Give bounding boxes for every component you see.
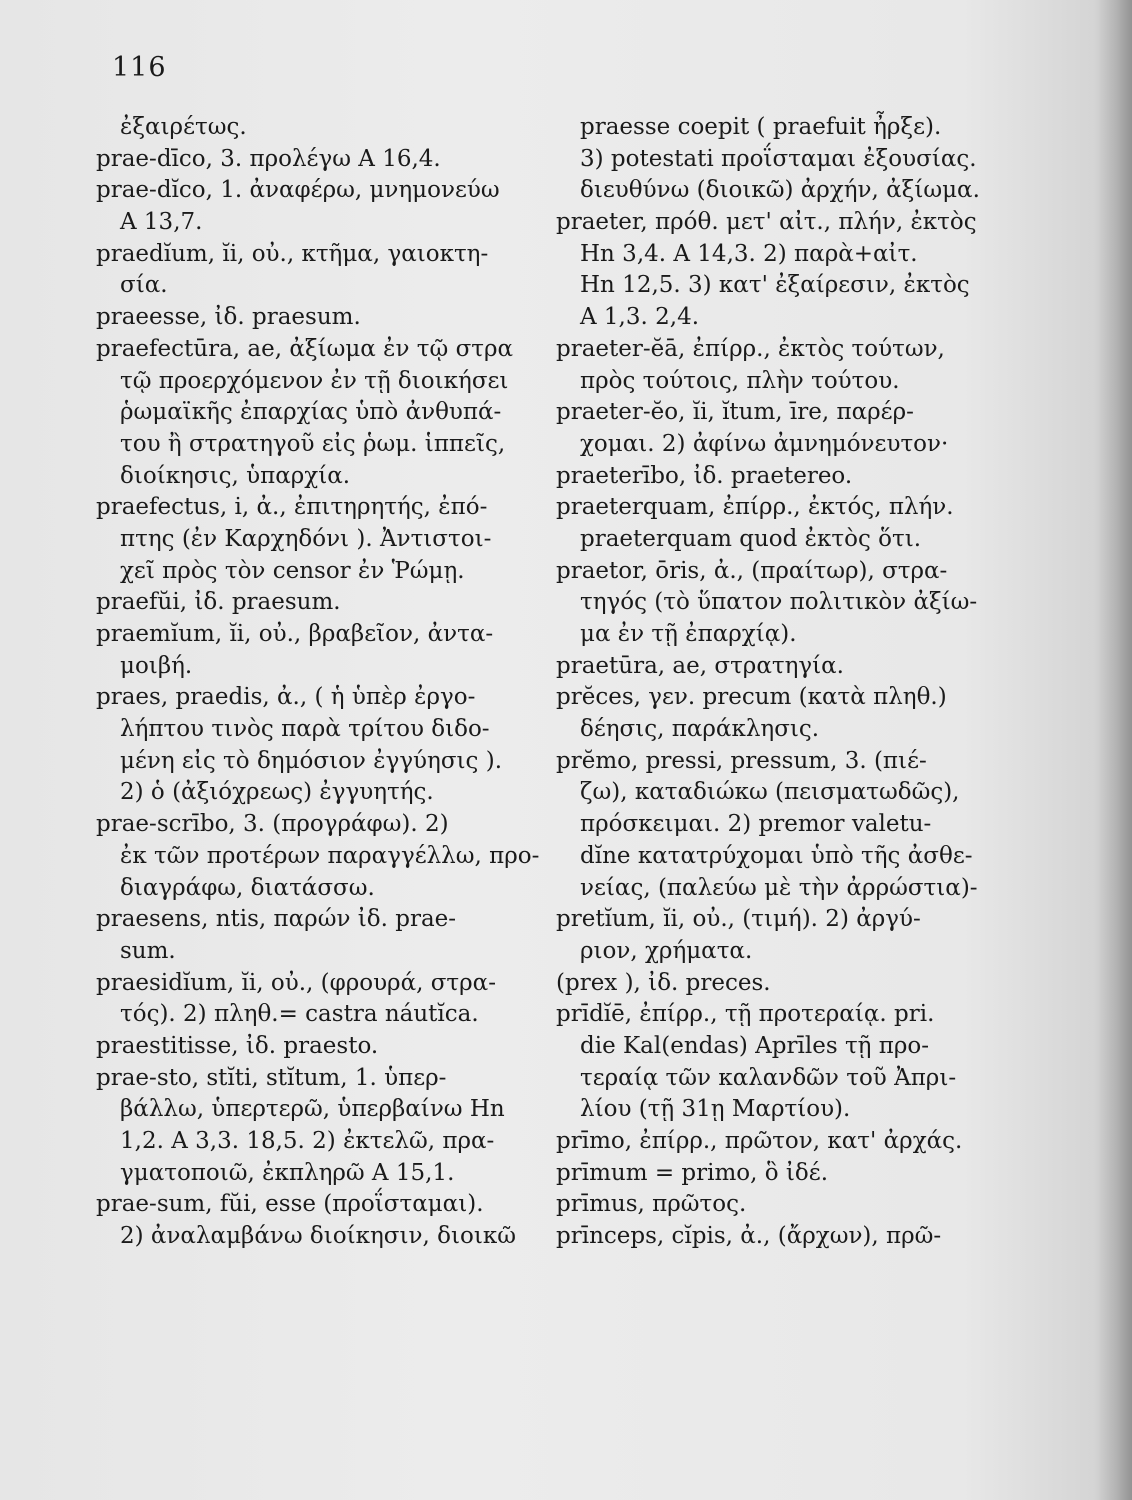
entry-line: praeter-ĕo, ĭi, ĭtum, īre, παρέρ- xyxy=(556,399,914,426)
entry-line: Α 1,3. 2,4. xyxy=(580,304,700,331)
entry-line: ῥωμαϊκῆς ἐπαρχίας ὑπὸ ἀνθυπά- xyxy=(120,399,502,426)
entry-line: ἐκ τῶν προτέρων παραγγέλλω, προ- xyxy=(120,842,540,869)
entry-line: βάλλω, ὑπερτερῶ, ὑπερβαίνω Ηn xyxy=(120,1096,505,1123)
entry-line: διαγράφω, διατάσσω. xyxy=(120,874,375,901)
entry-line: νείας, (παλεύω μὲ τὴν ἀρρώστια)- xyxy=(580,874,978,901)
entry-line: 2) ἀναλαμβάνω διοίκησιν, διοικῶ xyxy=(120,1223,516,1250)
entry-line: διοίκησις, ὑπαρχία. xyxy=(120,462,351,489)
entry-line: praeter-ĕā, ἐπίρρ., ἐκτὸς τούτων, xyxy=(556,335,945,362)
entry-line: praeterquam, ἐπίρρ., ἐκτός, πλήν. xyxy=(556,494,954,521)
entry-line: praeterībo, ἰδ. praetereo. xyxy=(556,462,853,489)
entry-line: praesens, ntis, παρών ἰδ. prae- xyxy=(96,906,457,933)
entry-line: Ηn 3,4. Α 14,3. 2) παρὰ+αἰτ. xyxy=(580,240,918,267)
entry-line: 3) potestati προΐσταμαι ἐξουσίας. xyxy=(580,145,977,172)
entry-line: μοιβή. xyxy=(120,652,193,679)
entry-line: του ἢ στρατηγοῦ εἰς ῥωμ. ἱππεῖς, xyxy=(120,430,506,457)
entry-line: χομαι. 2) ἀφίνω ἀμνημόνευτον· xyxy=(580,430,949,457)
entry-line: μα ἐν τῇ ἐπαρχίᾳ). xyxy=(580,621,797,647)
entry-line: prae-scrībo, 3. (προγράφω). 2) xyxy=(96,811,449,838)
entry-line: 1,2. Α 3,3. 18,5. 2) ἐκτελῶ, πρα- xyxy=(120,1128,495,1154)
entry-line: praefectūra, ae, ἀξίωμα ἐν τῷ στρα xyxy=(96,335,514,362)
entry-line: praes, praedis, ἀ., ( ἡ ὑπὲρ ἐργο- xyxy=(96,684,476,711)
entry-line: τεραίᾳ τῶν καλανδῶν τοῦ Ἀπρι- xyxy=(580,1064,957,1091)
entry-line: σία. xyxy=(120,272,168,299)
entry-line: prae-sum, fŭi, esse (προΐσταμαι). xyxy=(96,1191,484,1218)
entry-line: μένη εἰς τὸ δημόσιον ἐγγύησις ). xyxy=(120,747,503,774)
entry-line: prae-dĭco, 1. ἀναφέρω, μνημονεύω xyxy=(96,177,500,204)
entry-line: prīnceps, cĭpis, ἀ., (ἄρχων), πρῶ- xyxy=(556,1223,942,1250)
entry-line: dĭne κατατρύχομαι ὑπὸ τῆς ἀσθε- xyxy=(580,842,973,869)
entry-line: praetor, ōris, ἀ., (πραίτωρ), στρα- xyxy=(556,557,948,584)
entry-line: praefŭi, ἰδ. praesum. xyxy=(96,589,341,616)
entry-line: τός). 2) πληθ.= castra náutĭca. xyxy=(120,1001,479,1028)
entry-line: δέησις, παράκλησις. xyxy=(580,716,820,743)
entry-line: praedĭum, ĭi, οὐ., κτῆμα, γαιοκτη- xyxy=(96,240,489,267)
entry-line: pretĭum, ĭi, οὐ., (τιμή). 2) ἀργύ- xyxy=(556,906,921,933)
entry-line: πρόσκειμαι. 2) premor valetu- xyxy=(580,811,932,838)
page-edge-shadow xyxy=(1094,0,1132,1500)
entry-line: πρὸς τούτοις, πλὴν τούτου. xyxy=(580,367,900,394)
entry-line: praestitisse, ἰδ. praesto. xyxy=(96,1032,379,1059)
entry-line: λίου (τῇ 31ῃ Μαρτίου). xyxy=(580,1096,851,1123)
entry-line: Ηn 12,5. 3) κατ' ἐξαίρεσιν, ἐκτὸς xyxy=(580,272,970,299)
entry-line: διευθύνω (διοικῶ) ἀρχήν, ἀξίωμα. xyxy=(580,177,980,204)
entry-line: τηγός (τὸ ὕπατον πολιτικὸν ἀξίω- xyxy=(580,589,978,616)
entry-line: γματοποιῶ, ἐκπληρῶ Α 15,1. xyxy=(120,1159,455,1186)
page-number: 116 xyxy=(112,52,167,83)
entry-line: prae-sto, stĭti, stĭtum, 1. ὑπερ- xyxy=(96,1064,447,1091)
entry-line: prae-dīco, 3. προλέγω Α 16,4. xyxy=(96,145,441,172)
entry-line: praeesse, ἰδ. praesum. xyxy=(96,304,361,331)
entry-line: πτης (ἐν Καρχηδόνι ). Ἀντιστοι- xyxy=(120,525,492,552)
entry-line: praemĭum, ĭi, οὐ., βραβεῖον, ἀντα- xyxy=(96,621,494,647)
entry-line: 2) ὁ (ἀξιόχρεως) ἐγγυητής. xyxy=(120,779,434,806)
entry-line: τῷ προερχόμενον ἐν τῇ διοικήσει xyxy=(120,367,509,394)
entry-line: prīmus, πρῶτος. xyxy=(556,1191,747,1218)
entry-line: praeter, πρόθ. μετ' αἰτ., πλήν, ἐκτὸς xyxy=(556,209,977,236)
entry-line: prīdĭē, ἐπίρρ., τῇ προτεραίᾳ. pri. xyxy=(556,1001,935,1028)
entry-line: prīmum = primo, ὃ ἰδέ. xyxy=(556,1159,829,1186)
entry-line: praesidĭum, ĭi, οὐ., (φρουρά, στρα- xyxy=(96,969,496,996)
entry-line: praetūra, ae, στρατηγία. xyxy=(556,652,844,679)
entry-line: praeterquam quod ἐκτὸς ὅτι. xyxy=(580,525,922,552)
entry-line: ριον, χρήματα. xyxy=(580,937,753,964)
entry-line: χεῖ πρὸς τὸν censor ἐν Ῥώμῃ. xyxy=(120,557,465,584)
entry-line: sum. xyxy=(120,937,176,964)
entry-line: die Kal(endas) Aprīles τῇ προ- xyxy=(580,1032,930,1059)
entry-line: praesse coepit ( praefuit ἦρξε). xyxy=(580,114,942,140)
entry-line: ζω), καταδιώκω (πεισματωδῶς), xyxy=(580,779,960,806)
entry-line: λήπτου τινὸς παρὰ τρίτου διδο- xyxy=(120,716,490,743)
right-column xyxy=(556,112,1006,1253)
entry-line: prĕces, γεν. precum (κατὰ πληθ.) xyxy=(556,684,947,711)
entry-line: (prex ), ἰδ. preces. xyxy=(556,969,771,996)
entry-line: prīmo, ἐπίρρ., πρῶτον, κατ' ἀρχάς. xyxy=(556,1128,963,1154)
entry-line: ἐξαιρέτως. xyxy=(120,114,247,140)
entry-line: Α 13,7. xyxy=(120,209,203,236)
entry-line: praefectus, i, ἀ., ἐπιτηρητής, ἐπό- xyxy=(96,494,488,521)
left-column xyxy=(96,112,540,1253)
entry-line: prĕmo, pressi, pressum, 3. (πιέ- xyxy=(556,747,927,774)
